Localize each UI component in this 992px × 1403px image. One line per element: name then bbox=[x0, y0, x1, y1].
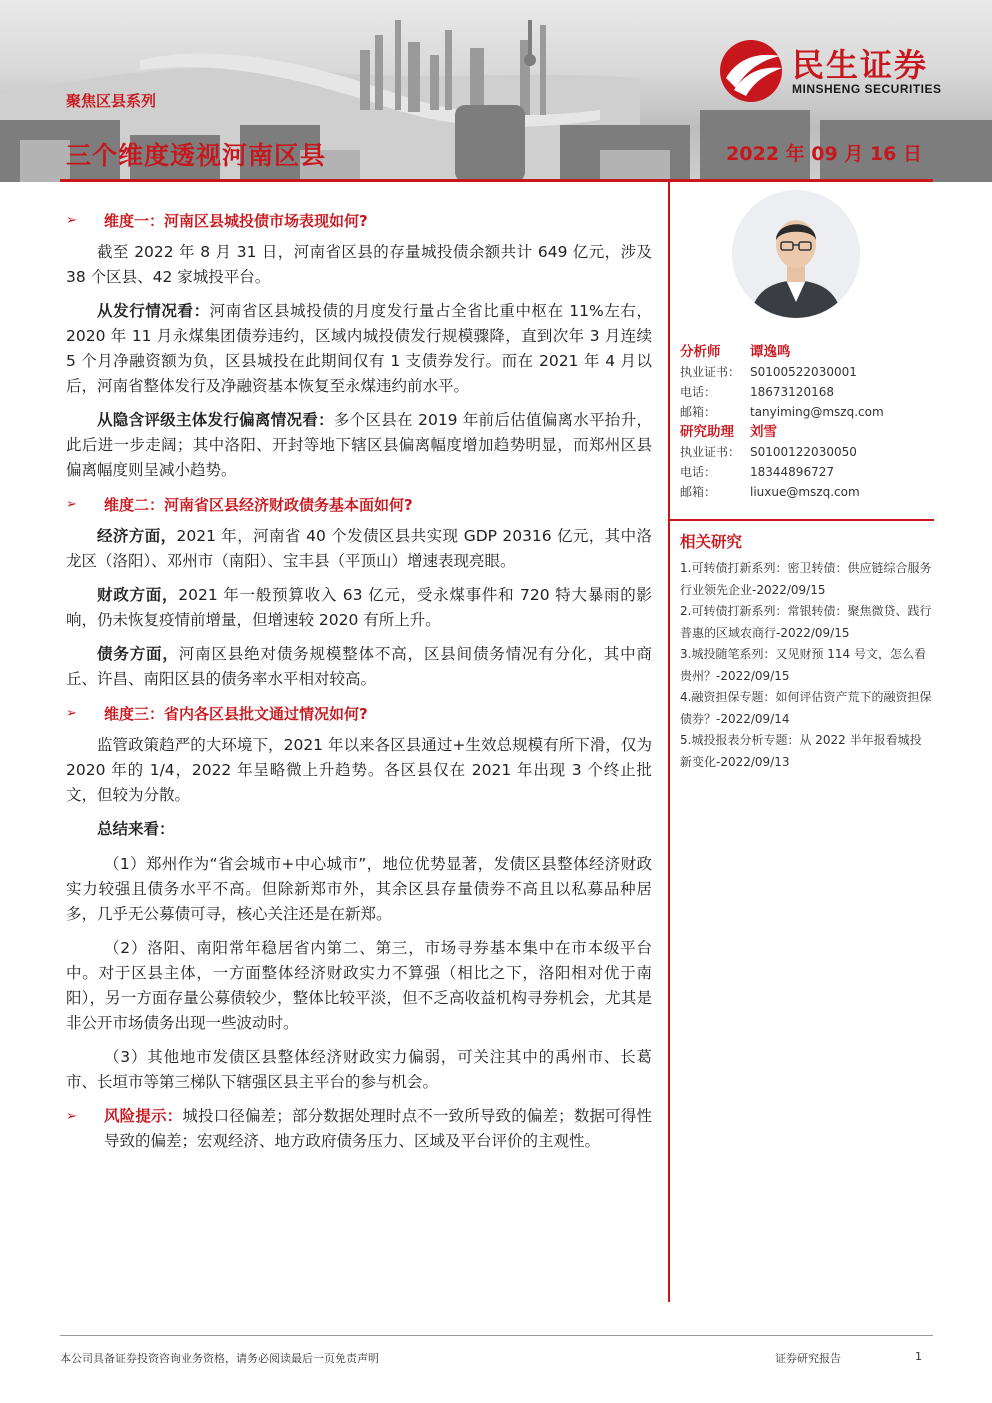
logo-chinese-name: 民生证券 bbox=[792, 46, 929, 84]
risk-warning: ➢ 风险提示：城投口径偏差；部分数据处理时点不一致所导致的偏差；数据可得性导致的偏差；宏观经济、地方政府债务压力、区域及平台评价的主观性。 bbox=[66, 1104, 652, 1154]
related-research-title: 相关研究 bbox=[680, 533, 743, 551]
related-research-link[interactable]: 3.城投随笔系列：又见财预 114 号文，怎么看贵州？-2022/09/15 bbox=[680, 647, 926, 683]
logo-english-name: MINSHENG SECURITIES bbox=[792, 82, 942, 96]
related-research-link[interactable]: 4.融资担保专题：如何评估资产荒下的融资担保债券？-2022/09/14 bbox=[680, 690, 932, 726]
arrow-icon: ➢ bbox=[66, 212, 77, 228]
minsheng-logo-icon bbox=[718, 38, 788, 104]
sidebar-divider bbox=[670, 519, 934, 521]
analyst-2-phone: 电话： 18344896727 bbox=[680, 465, 834, 479]
page-number: 1 bbox=[915, 1350, 922, 1363]
footer-disclaimer: 本公司具备证券投资咨询业务资格，请务必阅读最后一页免责声明 bbox=[60, 1352, 379, 1365]
arrow-icon: ➢ bbox=[66, 1109, 77, 1124]
arrow-icon: ➢ bbox=[66, 705, 77, 721]
analyst-2-cert: 执业证书： S0100122030050 bbox=[680, 445, 857, 459]
summary-item: （1）郑州作为“省会城市+中心城市”，地位优势显著，发债区县整体经济财政实力较强且债务水平不高。但除新郑市外，其余区县存量债券不高且以私募品种居多，几乎无公募债可寻，核心关注还是在新郑。 bbox=[66, 855, 652, 923]
summary-heading: 总结来看： bbox=[97, 820, 175, 838]
section-heading-2: ➢ 维度二：河南省区县经济财政债务基本面如何? bbox=[66, 495, 413, 514]
analyst-2-email: 邮箱： liuxue@mszq.com bbox=[680, 485, 860, 499]
paragraph: 监管政策趋严的大环境下，2021 年以来各区县通过+生效总规模有所下滑，仅为 2020 年的 1/4，2022 年呈略微上升趋势。各区县仅在 2021 年出现 3 个终止批文，但较为分散。 bbox=[66, 736, 652, 804]
summary-item: （2）洛阳、南阳常年稳居省内第二、第三，市场寻券基本集中在市本级平台中。对于区县主体，一方面整体经济财政实力不算强（相比之下，洛阳相对优于南阳），另一方面存量公募债较少，整体比较平淡，但不乏高收益机构寻券机会，尤其是非公开市场债务出现一些波动时。 bbox=[66, 939, 652, 1032]
paragraph: 财政方面，2021 年一般预算收入 63 亿元，受永煤事件和 720 特大暴雨的影响，仍未恢复疫情前增量，但增速较 2020 有所上升。 bbox=[66, 586, 652, 629]
arrow-icon: ➢ bbox=[66, 496, 77, 512]
paragraph: 经济方面，2021 年，河南省 40 个发债区县共实现 GDP 20316 亿元，其中洛龙区（洛阳）、邓州市（南阳）、宝丰县（平顶山）增速表现亮眼。 bbox=[66, 527, 652, 570]
minsheng-logo bbox=[718, 38, 968, 104]
analyst-2-header: 研究助理 刘雪 bbox=[680, 424, 777, 440]
section-heading-3: ➢ 维度三：省内各区县批文通过情况如何? bbox=[66, 704, 368, 723]
paragraph: 债务方面，河南区县绝对债务规模整体不高，区县间债务情况有分化，其中商丘、许昌、南阳区县的债务率水平相对较高。 bbox=[66, 645, 652, 688]
paragraph: 截至 2022 年 8 月 31 日，河南省区县的存量城投债余额共计 649 亿元，涉及 38 个区县、42 家城投平台。 bbox=[66, 243, 652, 286]
analyst-1-email: 邮箱： tanyiming@mszq.com bbox=[680, 405, 884, 419]
footer-report-type: 证券研究报告 bbox=[775, 1352, 841, 1365]
analyst-1-header: 分析师 谭逸鸣 bbox=[680, 344, 791, 360]
related-research-link[interactable]: 1.可转债打新系列：密卫转债：供应链综合服务行业领先企业-2022/09/15 bbox=[680, 561, 932, 597]
column-divider bbox=[668, 182, 670, 1302]
report-date: 2022 年 09 月 16 日 bbox=[726, 143, 922, 165]
related-research-link[interactable]: 5.城投报表分析专题：从 2022 半年报看城投新变化-2022/09/13 bbox=[680, 733, 922, 769]
header-divider bbox=[60, 179, 933, 182]
analyst-1-cert: 执业证书： S0100522030001 bbox=[680, 365, 857, 379]
footer-divider bbox=[60, 1335, 933, 1336]
main-content bbox=[66, 208, 652, 1154]
report-title: 三个维度透视河南区县 bbox=[66, 141, 327, 170]
summary-item: （3）其他地市发债区县整体经济财政实力偏弱，可关注其中的禹州市、长葛市、长垣市等第三梯队下辖强区县主平台的参与机会。 bbox=[66, 1048, 652, 1091]
analyst-avatar bbox=[732, 190, 860, 318]
related-research bbox=[680, 530, 932, 773]
paragraph: 从隐含评级主体发行偏离情况看：多个区县在 2019 年前后估值偏离水平抬升，此后进一步走阔；其中洛阳、开封等地下辖区县偏离幅度增加趋势明显，而郑州区县偏离幅度则呈减小趋势。 bbox=[66, 411, 652, 479]
paragraph: 从发行情况看：河南省区县城投债的月度发行量占全省比重中枢在 11%左右，2020 年 11 月永煤集团债券违约，区域内城投债发行规模骤降，直到次年 3 月连续 5 个月净融资额为负，区县城投在此期间仅有 1 支债券发行。而在 2021 年 4 月以后，河南省整体发行及净融资基本恢复至永煤违约前水平。 bbox=[66, 302, 652, 395]
header-banner bbox=[0, 0, 992, 182]
section-heading-1: ➢ 维度一：河南区县城投债市场表现如何? bbox=[66, 211, 368, 230]
analyst-photo-icon bbox=[732, 190, 860, 318]
analyst-1-phone: 电话： 18673120168 bbox=[680, 385, 834, 399]
related-research-link[interactable]: 2.可转债打新系列：常银转债：聚焦微贷、践行普惠的区域农商行-2022/09/15 bbox=[680, 604, 932, 640]
analyst-info bbox=[680, 342, 934, 502]
series-label: 聚焦区县系列 bbox=[66, 92, 157, 110]
